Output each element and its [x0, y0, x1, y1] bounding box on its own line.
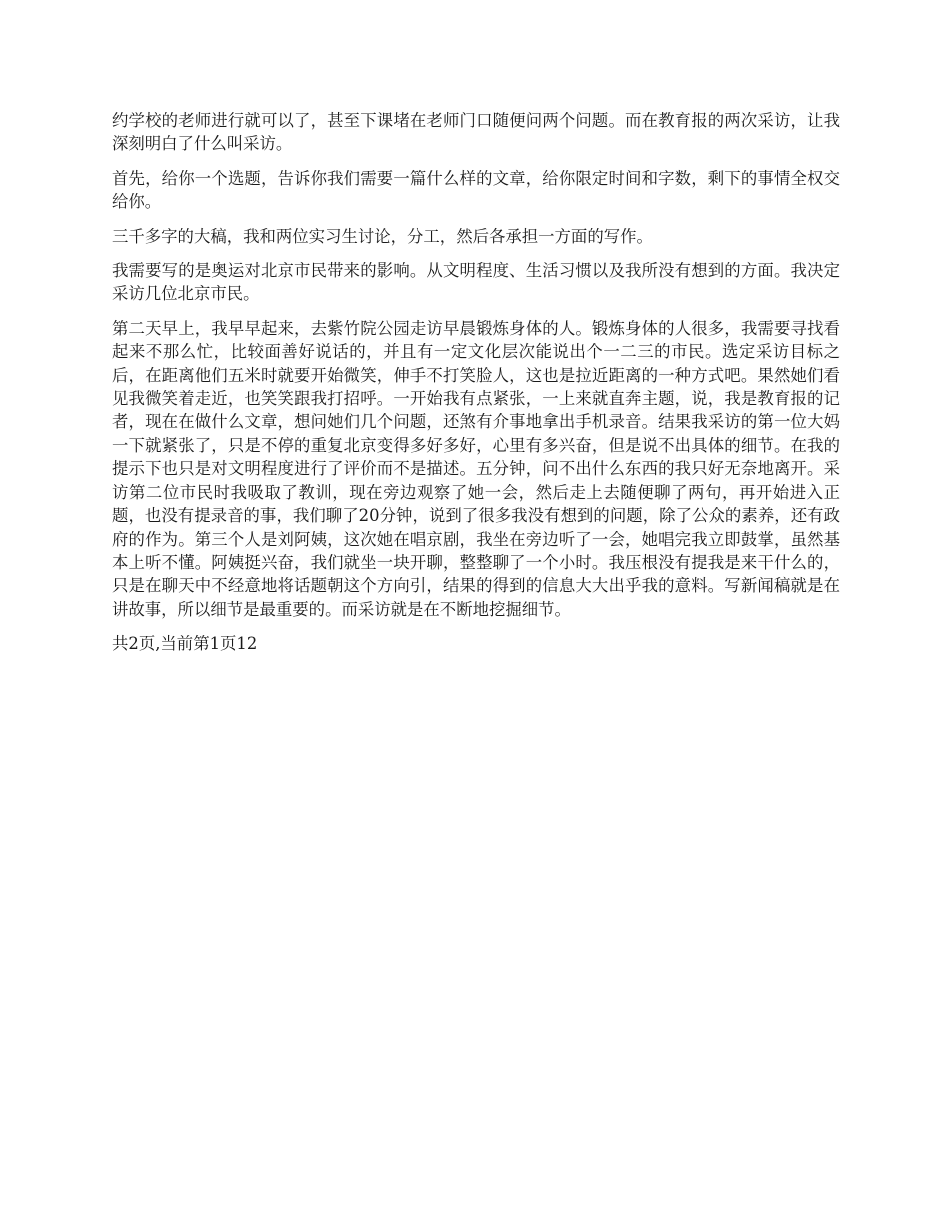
document-page [112, 109, 840, 667]
paragraph-4: 我需要写的是奥运对北京市民带来的影响。从文明程度、生活习惯以及我所没有想到的方面。我决定采访几位北京市民。 [112, 261, 840, 304]
paragraph-5: 第二天早上，我早早起来，去紫竹院公园走访早晨锻炼身体的人。锻炼身体的人很多，我需要寻找看起来不那么忙，比较面善好说话的，并且有一定文化层次能说出个一二三的市民。选定采访目标之后，在距离他们五米时就要开始微笑，伸手不打笑脸人，这也是拉近距离的一种方式吧。果然她们看见我微笑着走近，也笑笑跟我打招呼。一开始我有点紧张，一上来就直奔主题，说，我是教育报的记者，现在在做什么文章，想问她们几个问题，还煞有介事地拿出手机录音。结果我采访的第一位大妈一下就紧张了，只是不停的重复北京变得多好多好，心里有多兴奋，但是说不出具体的细节。在我的提示下也只是对文明程度进行了评价而不是描述。五分钟，问不出什么东西的我只好无奈地离开。采访第二位市民时我吸取了教训，现在旁边观察了她一会，然后走上去随便聊了两句，再开始进入正题，也没有提录音的事，我们聊了20分钟，说到了很多我没有想到的问题，除了公众的素养，还有政府的作为。第三个人是刘阿姨，这次她在唱京剧，我坐在旁边听了一会，她唱完我立即鼓掌，虽然基本上听不懂。阿姨挺兴奋，我们就坐一块开聊，整整聊了一个小时。我压根没有提我是来干什么的，只是在聊天中不经意地将话题朝这个方向引，结果的得到的信息大大出乎我的意料。写新闻稿就是在讲故事，所以细节是最重要的。而采访就是在不断地挖掘细节。 [112, 318, 840, 619]
paragraph-1: 约学校的老师进行就可以了，甚至下课堵在老师门口随便问两个问题。而在教育报的两次采访，让我深刻明白了什么叫采访。 [112, 111, 840, 154]
paragraph-2: 首先，给你一个选题，告诉你我们需要一篇什么样的文章，给你限定时间和字数，剩下的事情全权交给你。 [112, 168, 840, 212]
page-footer: 共2页,当前第1页12 [112, 634, 258, 654]
paragraph-3: 三千多字的大稿，我和两位实习生讨论，分工，然后各承担一方面的写作。 [112, 226, 653, 246]
